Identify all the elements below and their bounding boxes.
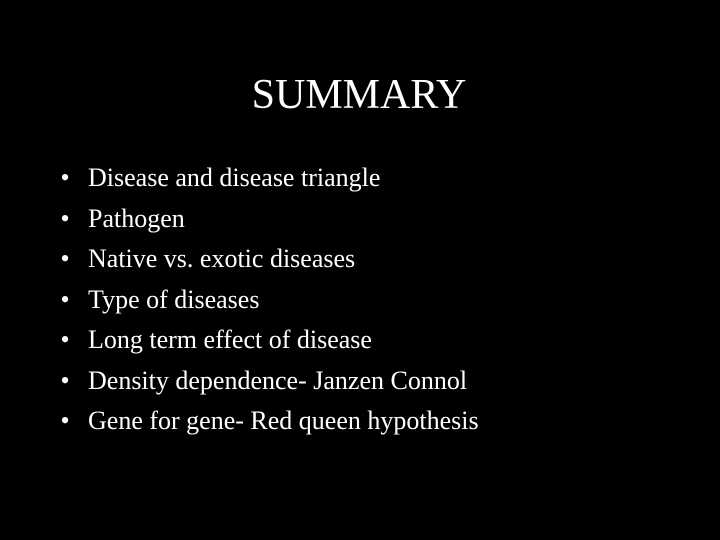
list-item-text: Type of diseases — [88, 284, 260, 314]
bullet-icon: • — [60, 244, 70, 273]
bullet-icon: • — [60, 325, 70, 354]
list-item-text: Gene for gene- Red queen hypothesis — [88, 406, 479, 435]
bullet-icon: • — [60, 203, 70, 233]
bullet-icon: • — [60, 406, 70, 435]
bullet-icon: • — [60, 365, 70, 395]
slide-title-text: SUMMARY — [251, 72, 467, 118]
list-item-text: Density dependence- Janzen Connol — [88, 365, 468, 395]
bullet-icon: • — [60, 163, 70, 192]
list-item-text: Disease and disease triangle — [88, 163, 381, 192]
list-item-text: Native vs. exotic diseases — [88, 244, 356, 273]
slide-title — [0, 68, 720, 122]
list-item-text: Pathogen — [88, 203, 185, 233]
bullet-icon: • — [60, 284, 70, 314]
list-item-text: Long term effect of disease — [88, 325, 372, 354]
